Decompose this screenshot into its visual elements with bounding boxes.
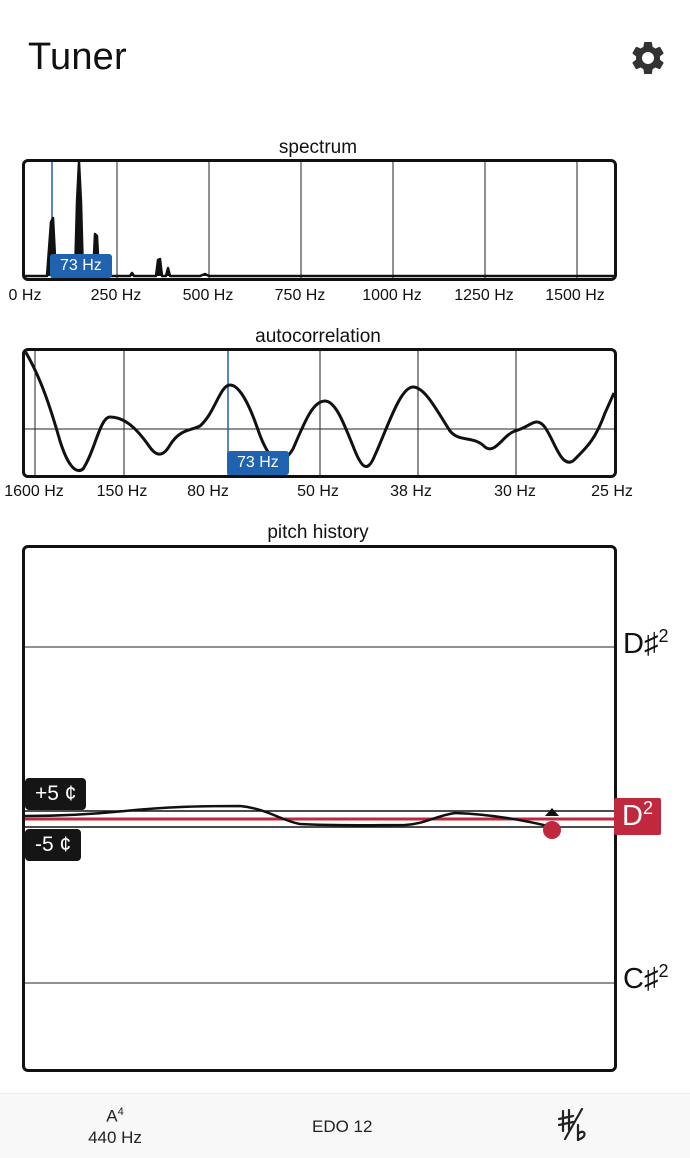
temperament-button[interactable]: EDO 12 bbox=[312, 1117, 373, 1136]
spectrum-tick: 1000 Hz bbox=[362, 287, 422, 304]
spectrum-tick: 1500 Hz bbox=[545, 287, 605, 304]
autocorrelation-tick: 1600 Hz bbox=[4, 483, 64, 500]
autocorrelation-title: autocorrelation bbox=[255, 326, 381, 347]
settings-gear-icon[interactable] bbox=[628, 38, 668, 78]
page-title: Tuner bbox=[28, 36, 127, 78]
autocorrelation-frequency-marker: 73 Hz bbox=[227, 451, 289, 475]
spectrum-tick: 1250 Hz bbox=[454, 287, 514, 304]
lower-cents-badge: -5 ¢ bbox=[25, 829, 81, 861]
reference-note-button[interactable]: $A^4$ 440 Hz bbox=[88, 1106, 142, 1147]
note-label-upper: D♯$^2$ bbox=[623, 626, 669, 660]
note-label-current: $D^2$ bbox=[614, 798, 661, 835]
pitch-history-plot bbox=[22, 545, 617, 1072]
spectrum-tick: 500 Hz bbox=[182, 287, 234, 304]
spectrum-tick: 0 Hz bbox=[8, 287, 42, 304]
upper-cents-badge: +5 ¢ bbox=[25, 778, 86, 810]
bottom-bar bbox=[0, 1093, 690, 1158]
autocorrelation-tick: 80 Hz bbox=[187, 483, 229, 500]
note-label-lower: C♯$^2$ bbox=[623, 961, 669, 995]
spectrum-frequency-marker: 73 Hz bbox=[50, 254, 112, 278]
spectrum-tick: 250 Hz bbox=[90, 287, 142, 304]
autocorrelation-tick: 30 Hz bbox=[494, 483, 536, 500]
sharp-flat-icon[interactable] bbox=[555, 1107, 591, 1143]
pitch-history-title: pitch history bbox=[267, 522, 369, 543]
autocorrelation-tick: 38 Hz bbox=[390, 483, 432, 500]
spectrum-tick: 750 Hz bbox=[274, 287, 326, 304]
autocorrelation-tick: 25 Hz bbox=[591, 483, 633, 500]
autocorrelation-tick: 150 Hz bbox=[96, 483, 148, 500]
autocorrelation-tick: 50 Hz bbox=[297, 483, 339, 500]
spectrum-title: spectrum bbox=[278, 137, 358, 158]
autocorrelation-plot bbox=[22, 348, 617, 478]
